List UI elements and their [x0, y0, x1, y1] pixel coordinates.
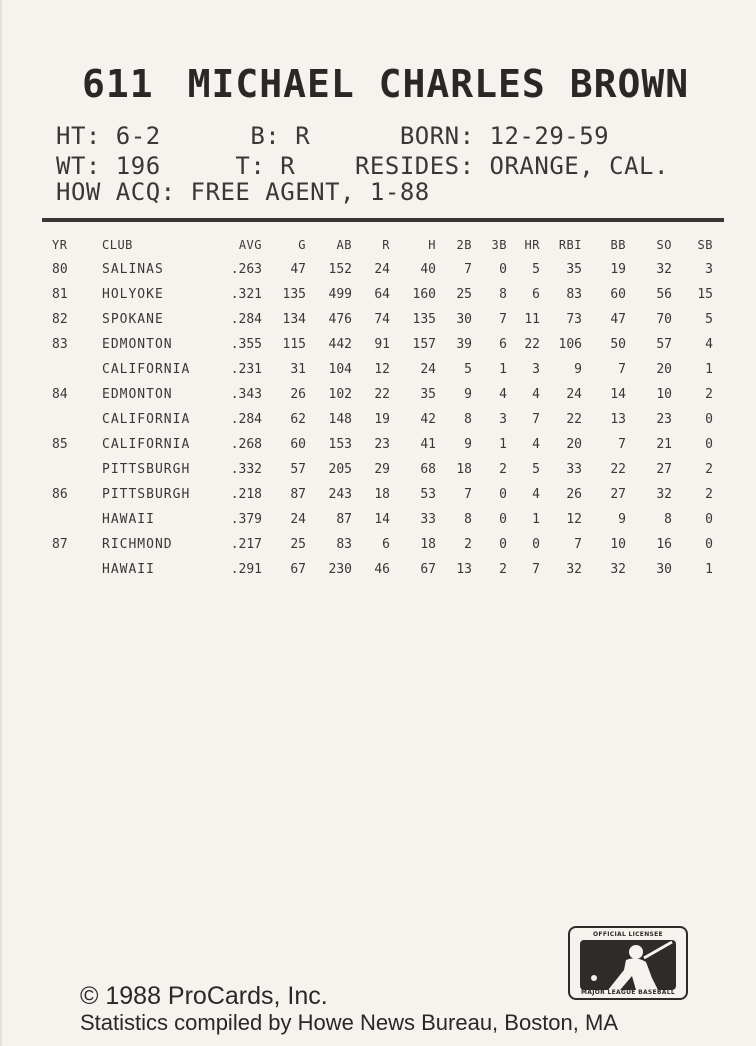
cell-g: 60: [290, 437, 306, 452]
cell-bb: 32: [610, 562, 626, 577]
cell-avg: .284: [230, 312, 262, 327]
cell-h: 42: [420, 412, 436, 427]
cell-g: 31: [290, 362, 306, 377]
cell-2b: 8: [464, 412, 472, 427]
cell-avg: .231: [230, 362, 262, 377]
cell-r: 12: [374, 362, 390, 377]
cell-yr: [48, 507, 92, 532]
cell-h: 67: [420, 562, 436, 577]
cell-avg: .291: [230, 562, 262, 577]
cell-g: 115: [282, 337, 306, 352]
cell-ab: 83: [336, 537, 352, 552]
cell-ab: 87: [336, 512, 352, 527]
cell-so: 30: [656, 562, 672, 577]
cell-so: 8: [664, 512, 672, 527]
header-ab: AB: [336, 237, 352, 252]
cell-g: 134: [282, 312, 306, 327]
cell-club: HAWAII: [102, 512, 155, 527]
stats-table: [48, 232, 713, 582]
cell-hr: 5: [532, 462, 540, 477]
cell-sb: 1: [705, 562, 713, 577]
cell-rbi: 106: [558, 337, 582, 352]
cell-sb: 4: [705, 337, 713, 352]
cell-bb: 27: [610, 487, 626, 502]
header-h: H: [428, 237, 436, 252]
header-yr: YR: [52, 237, 68, 252]
cell-2b: 25: [456, 287, 472, 302]
cell-3b: 0: [499, 262, 507, 277]
cell-ab: 243: [328, 487, 352, 502]
card-number: 611: [82, 62, 154, 106]
cell-sb: 0: [705, 412, 713, 427]
cell-h: 35: [420, 387, 436, 402]
info-line-how-acquired: HOW ACQ: FREE AGENT, 1-88: [56, 178, 430, 206]
cell-r: 64: [374, 287, 390, 302]
cell-sb: 0: [705, 437, 713, 452]
header-2b: 2B: [456, 237, 472, 252]
cell-r: 14: [374, 512, 390, 527]
cell-hr: 4: [532, 387, 540, 402]
cell-rbi: 9: [574, 362, 582, 377]
cell-club: SPOKANE: [102, 312, 164, 327]
cell-yr: 83: [52, 337, 68, 352]
stats-row: [48, 282, 713, 307]
cell-rbi: 24: [566, 387, 582, 402]
cell-hr: 22: [524, 337, 540, 352]
cell-bb: 50: [610, 337, 626, 352]
cell-rbi: 22: [566, 412, 582, 427]
cell-sb: 1: [705, 362, 713, 377]
stats-row: [48, 557, 713, 582]
cell-ab: 152: [328, 262, 352, 277]
stats-row: [48, 407, 713, 432]
logo-bottom-text: MAJOR LEAGUE BASEBALL: [580, 989, 675, 996]
cell-so: 23: [656, 412, 672, 427]
cell-avg: .268: [230, 437, 262, 452]
cell-avg: .263: [230, 262, 262, 277]
cell-2b: 30: [456, 312, 472, 327]
cell-r: 46: [374, 562, 390, 577]
cell-3b: 1: [499, 437, 507, 452]
cell-bb: 9: [618, 512, 626, 527]
copyright-line: © 1988 ProCards, Inc.: [80, 982, 328, 1010]
cell-sb: 2: [705, 387, 713, 402]
cell-3b: 3: [499, 412, 507, 427]
cell-2b: 18: [456, 462, 472, 477]
cell-so: 70: [656, 312, 672, 327]
cell-so: 56: [656, 287, 672, 302]
cell-rbi: 33: [566, 462, 582, 477]
cell-h: 24: [420, 362, 436, 377]
cell-r: 29: [374, 462, 390, 477]
cell-club: HAWAII: [102, 562, 155, 577]
cell-h: 33: [420, 512, 436, 527]
cell-club: CALIFORNIA: [102, 362, 191, 377]
card-title: [82, 62, 689, 106]
cell-club: HOLYOKE: [102, 287, 164, 302]
cell-r: 6: [382, 537, 390, 552]
cell-rbi: 32: [566, 562, 582, 577]
cell-sb: 15: [697, 287, 713, 302]
cell-r: 24: [374, 262, 390, 277]
cell-avg: .284: [230, 412, 262, 427]
cell-ab: 230: [328, 562, 352, 577]
cell-3b: 0: [499, 487, 507, 502]
cell-3b: 6: [499, 337, 507, 352]
cell-avg: .343: [230, 387, 262, 402]
cell-so: 20: [656, 362, 672, 377]
cell-sb: 0: [705, 537, 713, 552]
cell-g: 135: [282, 287, 306, 302]
cell-club: RICHMOND: [102, 537, 173, 552]
cell-so: 27: [656, 462, 672, 477]
cell-avg: .217: [230, 537, 262, 552]
cell-2b: 9: [464, 437, 472, 452]
info-line-weight-throws-resides: WT: 196 T: R RESIDES: ORANGE, CAL.: [56, 152, 669, 180]
cell-bb: 47: [610, 312, 626, 327]
header-avg: AVG: [238, 237, 262, 252]
cell-rbi: 73: [566, 312, 582, 327]
cell-sb: 2: [705, 462, 713, 477]
cell-g: 87: [290, 487, 306, 502]
cell-club: PITTSBURGH: [102, 487, 191, 502]
cell-hr: 4: [532, 437, 540, 452]
cell-3b: 1: [499, 362, 507, 377]
cell-h: 68: [420, 462, 436, 477]
cell-club: EDMONTON: [102, 337, 173, 352]
cell-sb: 0: [705, 512, 713, 527]
header-sb: SB: [697, 237, 713, 252]
cell-avg: .355: [230, 337, 262, 352]
cell-ab: 205: [328, 462, 352, 477]
stats-row: [48, 457, 713, 482]
cell-sb: 2: [705, 487, 713, 502]
cell-g: 26: [290, 387, 306, 402]
cell-g: 47: [290, 262, 306, 277]
mlb-batter-icon: [580, 940, 676, 990]
cell-3b: 2: [499, 462, 507, 477]
cell-yr: 80: [52, 262, 68, 277]
cell-ab: 476: [328, 312, 352, 327]
cell-2b: 39: [456, 337, 472, 352]
cell-bb: 22: [610, 462, 626, 477]
stats-row: [48, 432, 713, 457]
cell-g: 62: [290, 412, 306, 427]
cell-hr: 5: [532, 262, 540, 277]
cell-avg: .321: [230, 287, 262, 302]
divider-rule: [42, 218, 724, 222]
cell-g: 67: [290, 562, 306, 577]
cell-yr: [48, 407, 92, 432]
cell-h: 157: [412, 337, 436, 352]
cell-g: 24: [290, 512, 306, 527]
cell-sb: 3: [705, 262, 713, 277]
cell-ab: 499: [328, 287, 352, 302]
header-3b: 3B: [491, 237, 507, 252]
cell-so: 16: [656, 537, 672, 552]
header-hr: HR: [524, 237, 540, 252]
cell-g: 25: [290, 537, 306, 552]
cell-3b: 8: [499, 287, 507, 302]
cell-so: 57: [656, 337, 672, 352]
cell-club: CALIFORNIA: [102, 412, 191, 427]
cell-club: SALINAS: [102, 262, 164, 277]
cell-r: 18: [374, 487, 390, 502]
cell-ab: 102: [328, 387, 352, 402]
cell-ab: 148: [328, 412, 352, 427]
cell-bb: 10: [610, 537, 626, 552]
stats-row: [48, 482, 713, 507]
cell-2b: 13: [456, 562, 472, 577]
cell-hr: 4: [532, 487, 540, 502]
cell-so: 32: [656, 262, 672, 277]
cell-club: CALIFORNIA: [102, 437, 191, 452]
cell-r: 19: [374, 412, 390, 427]
cell-2b: 7: [464, 487, 472, 502]
cell-ab: 104: [328, 362, 352, 377]
cell-r: 91: [374, 337, 390, 352]
cell-3b: 0: [499, 512, 507, 527]
cell-hr: 1: [532, 512, 540, 527]
cell-club: EDMONTON: [102, 387, 173, 402]
header-bb: BB: [610, 237, 626, 252]
stats-row: [48, 257, 713, 282]
cell-sb: 5: [705, 312, 713, 327]
cell-yr: 85: [52, 437, 68, 452]
statistics-credit-line: Statistics compiled by Howe News Bureau, Boston, MA: [80, 1010, 619, 1035]
cell-ab: 153: [328, 437, 352, 452]
cell-rbi: 83: [566, 287, 582, 302]
cell-h: 53: [420, 487, 436, 502]
cell-yr: 86: [52, 487, 68, 502]
cell-hr: 7: [532, 562, 540, 577]
cell-so: 32: [656, 487, 672, 502]
cell-bb: 19: [610, 262, 626, 277]
stats-row: [48, 532, 713, 557]
cell-hr: 6: [532, 287, 540, 302]
cell-yr: 82: [52, 312, 68, 327]
cell-hr: 11: [524, 312, 540, 327]
header-g: G: [298, 237, 306, 252]
logo-top-text: OFFICIAL LICENSEE: [593, 931, 663, 938]
cell-avg: .218: [230, 487, 262, 502]
cell-h: 41: [420, 437, 436, 452]
stats-row: [48, 332, 713, 357]
stats-row: [48, 357, 713, 382]
cell-hr: 3: [532, 362, 540, 377]
cell-club: PITTSBURGH: [102, 462, 191, 477]
cell-2b: 5: [464, 362, 472, 377]
cell-rbi: 26: [566, 487, 582, 502]
cell-yr: [48, 357, 92, 382]
player-name: MICHAEL CHARLES BROWN: [187, 62, 690, 106]
cell-avg: .332: [230, 462, 262, 477]
header-so: SO: [656, 237, 672, 252]
cell-so: 21: [656, 437, 672, 452]
stats-row: [48, 307, 713, 332]
cell-bb: 13: [610, 412, 626, 427]
cell-bb: 7: [618, 437, 626, 452]
cell-h: 18: [420, 537, 436, 552]
mlb-licensee-logo: [568, 926, 688, 1000]
cell-h: 40: [420, 262, 436, 277]
cell-yr: 81: [52, 287, 68, 302]
header-rbi: RBI: [558, 237, 582, 252]
header-r: R: [382, 237, 390, 252]
cell-rbi: 12: [566, 512, 582, 527]
cell-hr: 7: [532, 412, 540, 427]
cell-r: 22: [374, 387, 390, 402]
cell-hr: 0: [532, 537, 540, 552]
cell-3b: 0: [499, 537, 507, 552]
cell-2b: 9: [464, 387, 472, 402]
cell-yr: 87: [52, 537, 68, 552]
cell-2b: 2: [464, 537, 472, 552]
cell-3b: 7: [499, 312, 507, 327]
cell-yr: [48, 557, 92, 582]
stats-header-row: [48, 232, 713, 257]
cell-so: 10: [656, 387, 672, 402]
cell-ab: 442: [328, 337, 352, 352]
info-line-height-bats-born: HT: 6-2 B: R BORN: 12-29-59: [56, 122, 610, 150]
cell-r: 23: [374, 437, 390, 452]
cell-rbi: 20: [566, 437, 582, 452]
cell-h: 135: [412, 312, 436, 327]
cell-r: 74: [374, 312, 390, 327]
cell-bb: 14: [610, 387, 626, 402]
cell-avg: .379: [230, 512, 262, 527]
cell-3b: 4: [499, 387, 507, 402]
cell-2b: 8: [464, 512, 472, 527]
cell-g: 57: [290, 462, 306, 477]
cell-yr: [48, 457, 92, 482]
stats-row: [48, 507, 713, 532]
cell-h: 160: [412, 287, 436, 302]
cell-bb: 60: [610, 287, 626, 302]
cell-bb: 7: [618, 362, 626, 377]
cell-rbi: 35: [566, 262, 582, 277]
header-club: CLUB: [102, 237, 133, 252]
cell-yr: 84: [52, 387, 68, 402]
cell-3b: 2: [499, 562, 507, 577]
cell-2b: 7: [464, 262, 472, 277]
stats-row: [48, 382, 713, 407]
cell-rbi: 7: [574, 537, 582, 552]
